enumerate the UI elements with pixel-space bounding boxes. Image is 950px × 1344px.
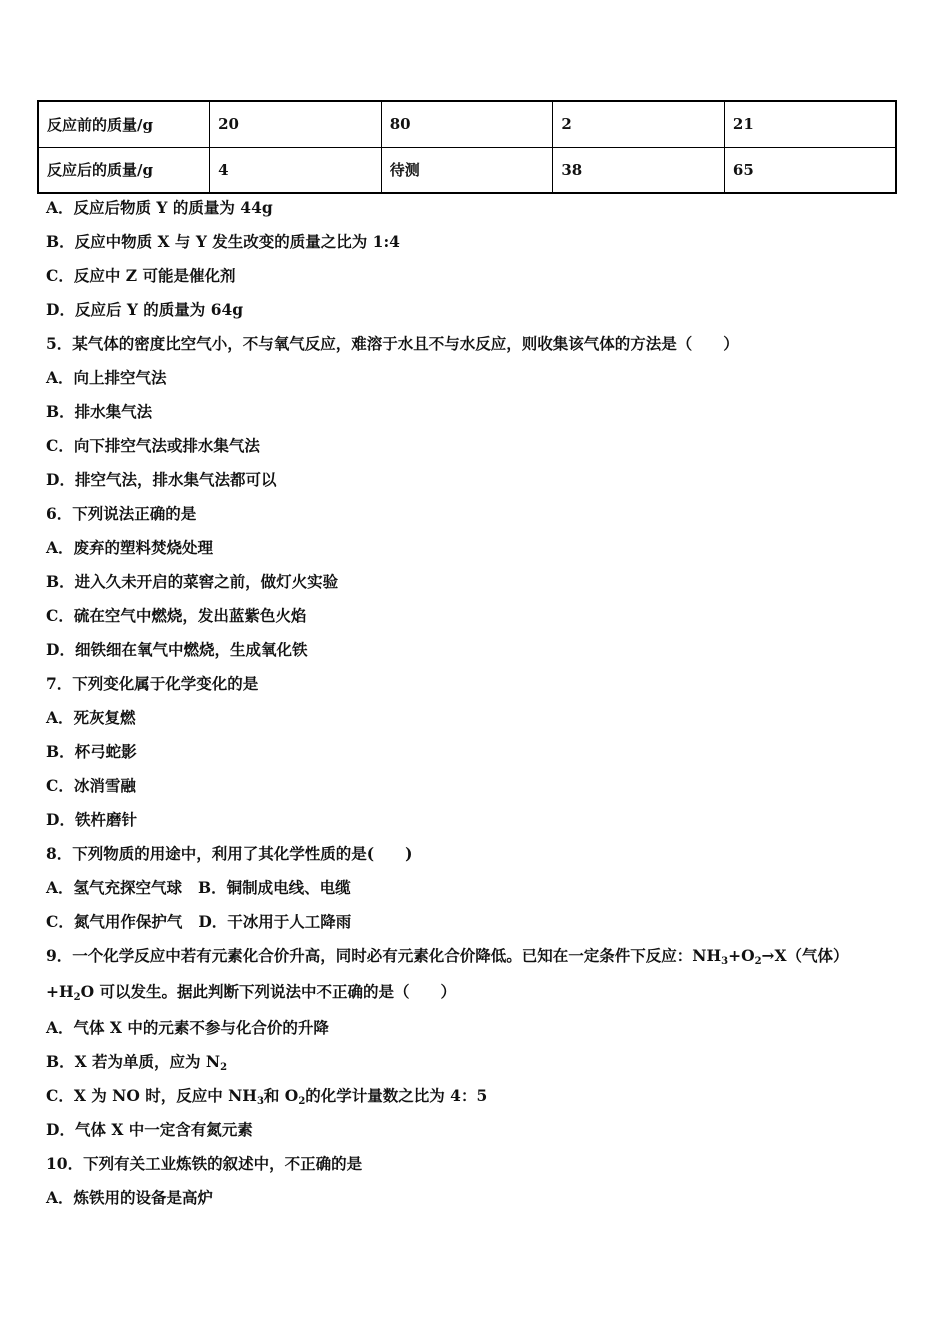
q4-option-d: D．反应后 Y 的质量为 64g <box>46 300 244 319</box>
q7-option-c: C．冰消雪融 <box>46 776 136 795</box>
q7-stem: 7．下列变化属于化学变化的是 <box>46 674 259 693</box>
q6-option-c: C．硫在空气中燃烧，发出蓝紫色火焰 <box>46 606 307 625</box>
q7-option-b: B．杯弓蛇影 <box>46 742 137 761</box>
question-list <box>46 196 906 1220</box>
table-cell: 38 <box>553 147 725 193</box>
q6-option-a: A．废弃的塑料焚烧处理 <box>46 538 214 557</box>
q5-option-d: D．排空气法，排水集气法都可以 <box>46 470 277 489</box>
q8-option-d: D．干冰用于人工降雨 <box>198 912 352 931</box>
q6-stem: 6．下列说法正确的是 <box>46 504 197 523</box>
q8-option-c: C．氮气用作保护气 <box>46 912 183 931</box>
q10-stem: 10．下列有关工业炼铁的叙述中，不正确的是 <box>46 1154 363 1173</box>
table-row <box>38 147 896 193</box>
q7-option-d: D．铁杵磨针 <box>46 810 137 829</box>
q9-stem-line2: $+H_2O$ 可以发生。据此判断下列说法中不正确的是（ ） <box>46 982 457 1003</box>
q6-option-b: B．进入久未开启的菜窖之前，做灯火实验 <box>46 572 339 591</box>
q9-stem-line1: 9．一个化学反应中若有元素化合价升高，同时必有元素化合价降低。已知在一定条件下反应：$NH_3+O_2\to X$（气体） <box>46 946 849 967</box>
table-row <box>38 101 896 147</box>
q8-options-cd <box>46 910 906 944</box>
q6-option-d: D．细铁细在氧气中燃烧，生成氧化铁 <box>46 640 308 659</box>
q5-option-b: B．排水集气法 <box>46 402 153 421</box>
q9-option-d: D．气体 X 中一定含有氮元素 <box>46 1120 253 1139</box>
q8-option-a: A．氢气充探空气球 <box>46 878 183 897</box>
table-cell: 待测 <box>381 147 553 193</box>
row-label: 反应后的质量/g <box>38 147 210 193</box>
q7-option-a: A．死灰复燃 <box>46 708 136 727</box>
row-label: 反应前的质量/g <box>38 101 210 147</box>
q9-option-b: B．X 若为单质，应为 $N_2$ <box>46 1052 228 1073</box>
q8-stem: 8．下列物质的用途中，利用了其化学性质的是( ) <box>46 844 413 863</box>
q10-option-a: A．炼铁用的设备是高炉 <box>46 1188 214 1207</box>
table-cell: 80 <box>381 101 553 147</box>
q9-option-c: C．X 为 NO 时，反应中 $NH_3$和 $O_2$的化学计量数之比为 4：5 <box>46 1086 488 1107</box>
table-cell: 65 <box>724 147 896 193</box>
table-cell: 21 <box>724 101 896 147</box>
table-cell: 20 <box>210 101 382 147</box>
q4-option-a: A．反应后物质 Y 的质量为 44g <box>46 198 273 217</box>
mass-table <box>37 100 897 194</box>
q4-option-b: B．反应中物质 X 与 Y 发生改变的质量之比为 1:4 <box>46 232 400 251</box>
q8-option-b: B．铜制成电线、电缆 <box>198 878 351 897</box>
q4-option-c: C．反应中 Z 可能是催化剂 <box>46 266 236 285</box>
q8-options-ab <box>46 876 906 910</box>
table-cell: 4 <box>210 147 382 193</box>
q5-option-a: A．向上排空气法 <box>46 368 167 387</box>
q9-option-a: A．气体 X 中的元素不参与化合价的升降 <box>46 1018 329 1037</box>
q5-stem: 5．某气体的密度比空气小，不与氧气反应，难溶于水且不与水反应，则收集该气体的方法是（ ） <box>46 334 739 353</box>
q5-option-c: C．向下排空气法或排水集气法 <box>46 436 260 455</box>
table-cell: 2 <box>553 101 725 147</box>
